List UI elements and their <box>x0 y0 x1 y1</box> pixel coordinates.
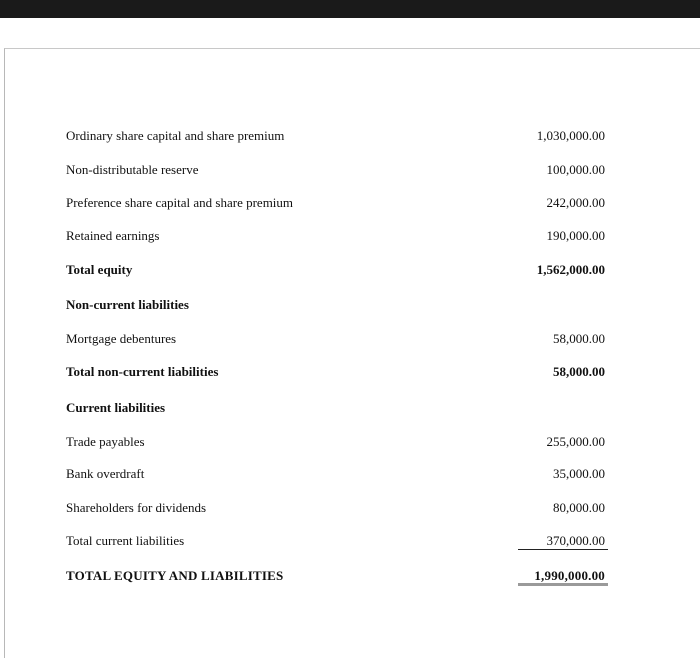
row-amount: 190,000.00 <box>546 228 605 243</box>
row-label: Total equity <box>66 262 133 277</box>
row-amount: 255,000.00 <box>546 434 605 449</box>
row-label: TOTAL EQUITY AND LIABILITIES <box>66 568 284 583</box>
row-total-equity <box>0 259 700 281</box>
grand-total-underline <box>518 583 608 586</box>
top-gap <box>0 18 700 48</box>
top-black-bar <box>0 0 700 18</box>
row-preference-share-capital <box>0 192 700 214</box>
row-amount: 1,990,000.00 <box>534 568 605 583</box>
row-label: Mortgage debentures <box>66 331 177 346</box>
row-label: Bank overdraft <box>66 466 145 481</box>
row-label: Non-distributable reserve <box>66 162 199 177</box>
section-heading-current-liabilities <box>0 397 700 419</box>
row-amount: 35,000.00 <box>553 466 605 481</box>
row-amount: 242,000.00 <box>546 195 605 210</box>
section-heading: Non-current liabilities <box>66 297 189 312</box>
row-bank-overdraft <box>0 463 700 485</box>
row-amount: 58,000.00 <box>553 331 605 346</box>
row-label: Shareholders for dividends <box>66 500 207 515</box>
row-ordinary-share-capital <box>0 125 700 147</box>
section-heading-non-current-liabilities <box>0 294 700 316</box>
row-non-distributable-reserve <box>0 159 700 181</box>
row-amount: 1,030,000.00 <box>536 128 605 143</box>
row-trade-payables <box>0 431 700 453</box>
row-label: Total current liabilities <box>66 533 185 548</box>
row-mortgage-debentures <box>0 328 700 350</box>
row-label: Retained earnings <box>66 228 160 243</box>
row-shareholders-for-dividends <box>0 497 700 519</box>
row-retained-earnings <box>0 225 700 247</box>
subtotal-underline <box>518 549 608 550</box>
section-heading: Current liabilities <box>66 400 166 415</box>
row-label: Trade payables <box>66 434 145 449</box>
row-amount: 58,000.00 <box>553 364 605 379</box>
row-amount: 100,000.00 <box>546 162 605 177</box>
row-amount: 80,000.00 <box>553 500 605 515</box>
row-amount: 370,000.00 <box>546 533 605 548</box>
row-label: Total non-current liabilities <box>66 364 219 379</box>
row-label: Preference share capital and share premium <box>66 195 294 210</box>
row-amount: 1,562,000.00 <box>536 262 605 277</box>
row-label: Ordinary share capital and share premium <box>66 128 285 143</box>
row-total-non-current-liabilities <box>0 361 700 383</box>
